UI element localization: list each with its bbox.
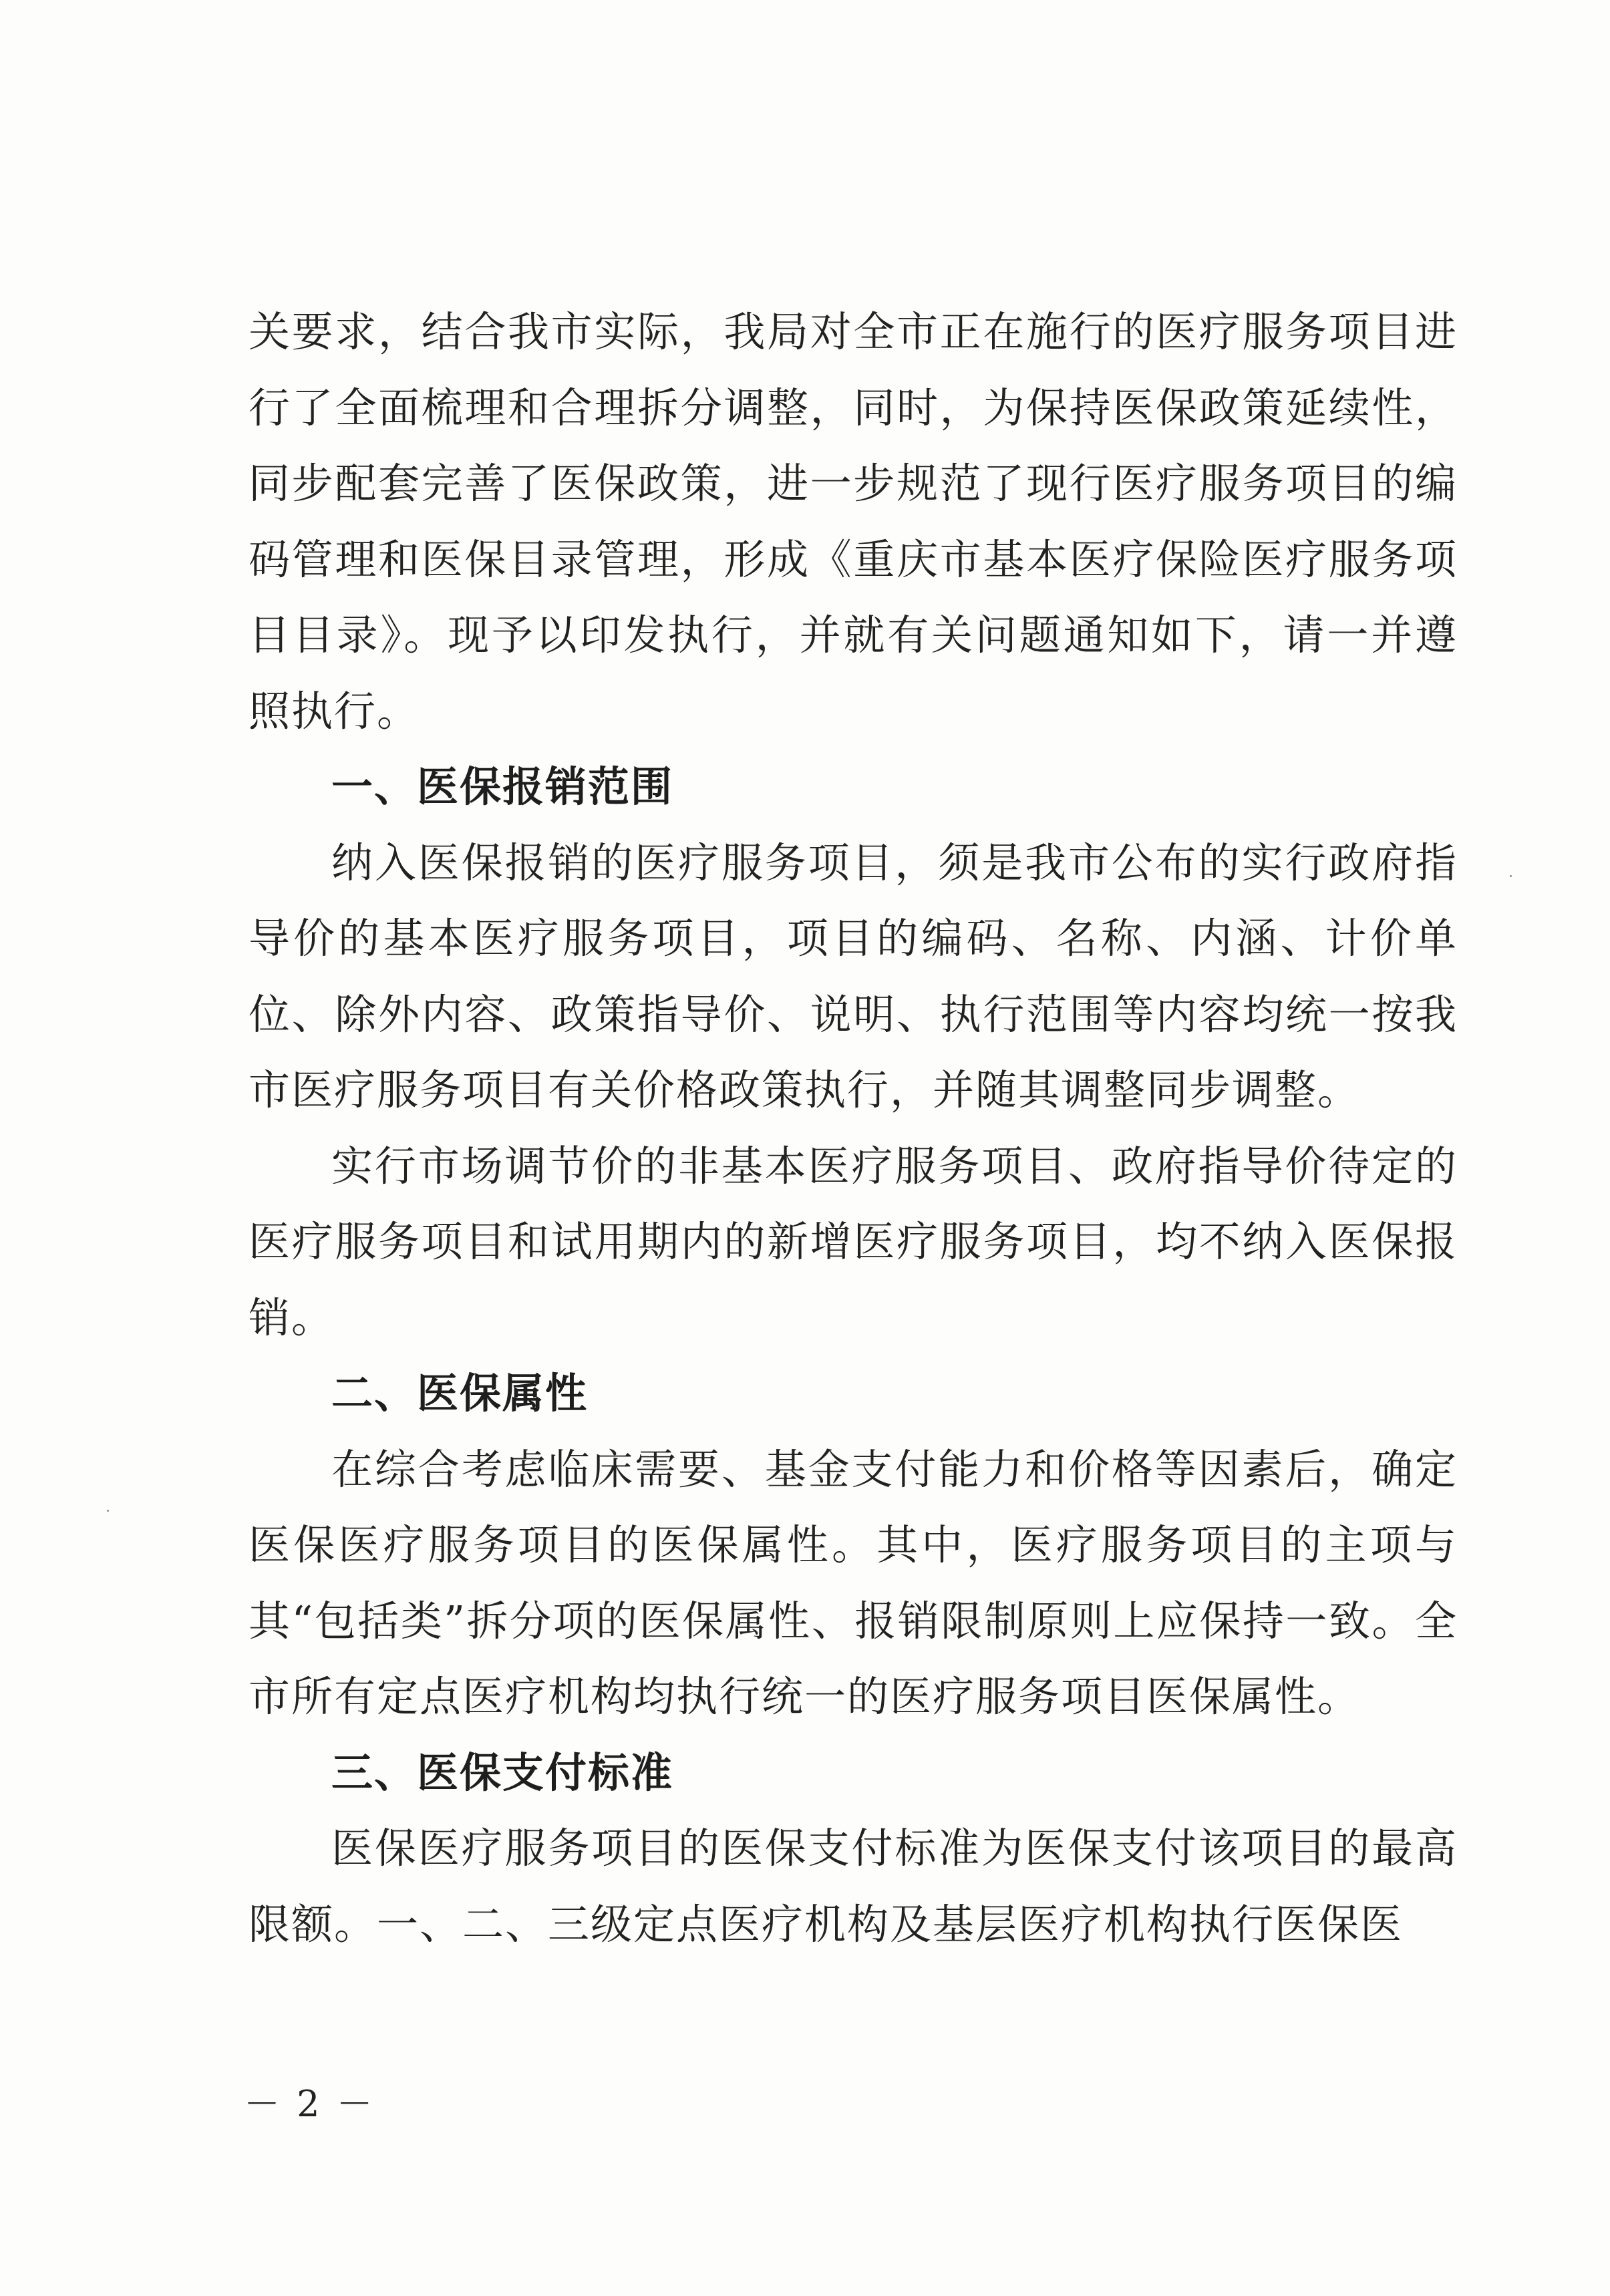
scan-speck — [1510, 875, 1512, 877]
heading-insurance-attribute: 二、医保属性 — [331, 1369, 589, 1418]
paragraph-payment: 医保医疗服务项目的医保支付标准为医保支付该项目的最高限额。一、二、三级定点医疗机构及基层医疗机构执行医保医 — [249, 1824, 1458, 1949]
heading-payment-standard: 三、医保支付标准 — [331, 1748, 674, 1797]
paragraph-scope-1: 纳入医保报销的医疗服务项目，须是我市公布的实行政府指导价的基本医疗服务项目，项目的编码、名称、内涵、计价单位、除外内容、政策指导价、说明、执行范围等内容均统一按我市医疗服务项目有关价格政策执行，并随其调整同步调整。 — [249, 838, 1458, 1114]
heading-reimbursement-scope: 一、医保报销范围 — [331, 762, 674, 811]
page-number: － 2 － — [244, 2083, 375, 2125]
body-text — [249, 294, 1458, 1962]
paragraph-attribute: 在综合考虑临床需要、基金支付能力和价格等因素后，确定医保医疗服务项目的医保属性。其中，医疗服务项目的主项与其“包括类”拆分项的医保属性、报销限制原则上应保持一致。全市所有定点医疗机构均执行统一的医疗服务项目医保属性。 — [249, 1444, 1458, 1721]
scan-speck — [107, 1510, 109, 1512]
paragraph-scope-2: 实行市场调节价的非基本医疗服务项目、政府指导价待定的医疗服务项目和试用期内的新增医疗服务项目，均不纳入医保报销。 — [249, 1141, 1458, 1342]
paragraph-intro: 关要求，结合我市实际，我局对全市正在施行的医疗服务项目进行了全面梳理和合理拆分调整，同时，为保持医保政策延续性，同步配套完善了医保政策，进一步规范了现行医疗服务项目的编码管理和医保目录管理，形成《重庆市基本医疗保险医疗服务项目目录》。现予以印发执行，并就有关问题通知如下，请一并遵照执行。 — [249, 307, 1458, 735]
